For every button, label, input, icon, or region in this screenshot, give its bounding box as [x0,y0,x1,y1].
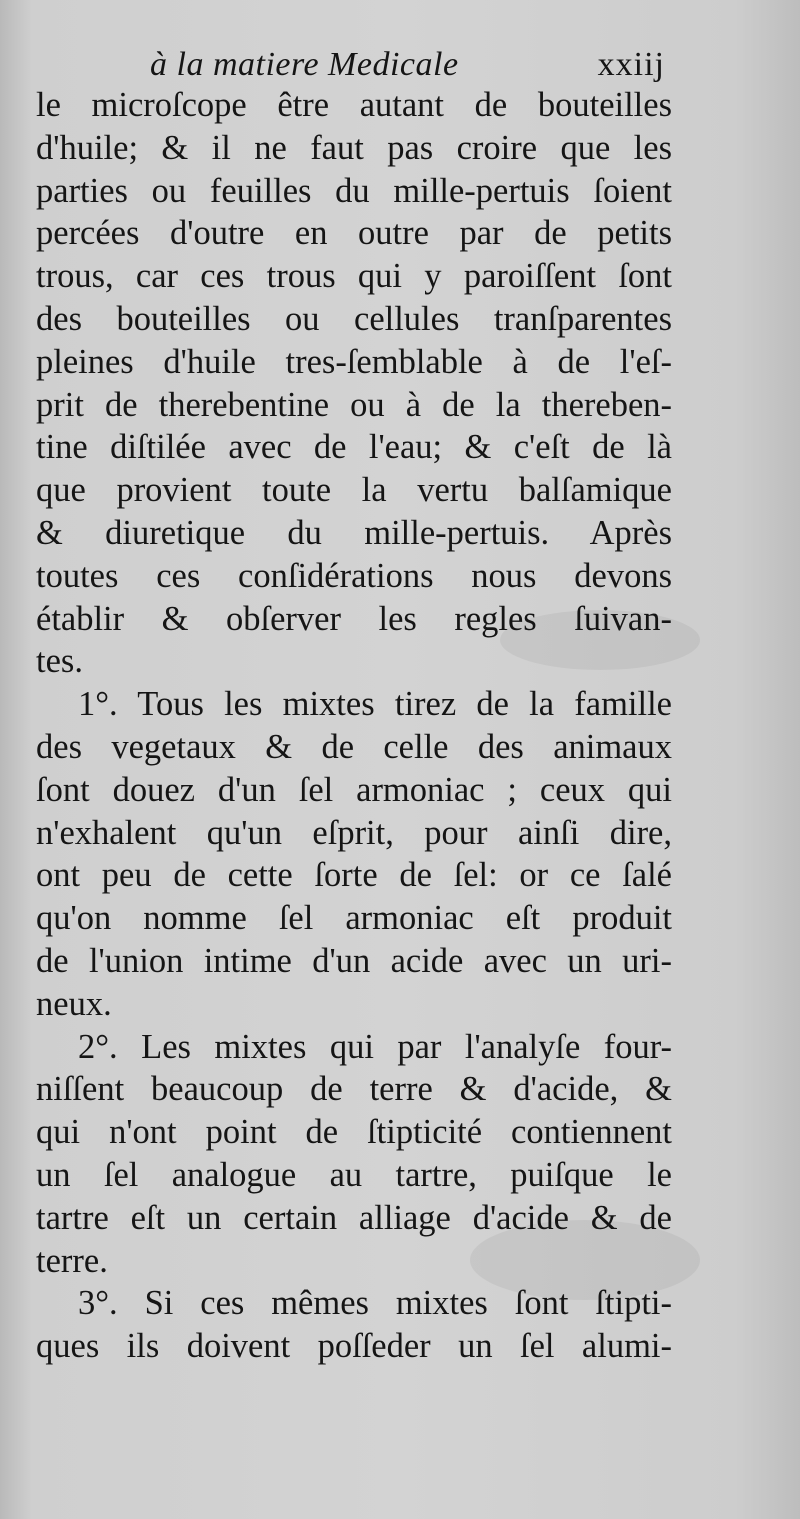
text-line: 1°. Tous les mixtes tirez de la famille [78,685,672,724]
text-line: qu'on nomme ſel armoniac eſt produit [36,899,672,938]
text-line: ont peu de cette ſorte de ſel: or ce ſalé [36,856,672,895]
text-line: & diuretique du mille-pertuis. Après [36,513,672,552]
text-body [36,84,672,1368]
text-line: percées d'outre en outre par de petits [36,214,672,253]
running-title: à la matiere Medicale [150,46,459,83]
text-line: ſont douez d'un ſel armoniac ; ceux qui [36,770,672,809]
text-line: trous, car ces trous qui y paroiſſent ſont [36,257,672,296]
paragraph [36,1026,672,1283]
text-line: niſſent beaucoup de terre & d'acide, & [36,1070,672,1109]
text-line: tine diſtilée avec de l'eau; & c'eſt de là [36,428,672,467]
text-line: 3°. Si ces mêmes mixtes ſont ſtipti- [78,1284,672,1323]
paragraph [36,84,672,683]
text-line: prit de therebentine ou à de la thereben- [36,385,672,424]
text-line: parties ou feuilles du mille-pertuis ſoient [36,171,672,210]
text-line: tartre eſt un certain alliage d'acide & de [36,1198,672,1237]
text-line: neux. [36,984,112,1023]
text-line: toutes ces conſidérations nous devons [36,556,672,595]
text-line: que provient toute la vertu balſamique [36,471,672,510]
text-line: tes. [36,642,83,681]
paragraph [36,683,672,1025]
text-line: des bouteilles ou cellules tranſparentes [36,299,672,338]
page-number: xxiij [597,46,665,83]
text-line: pleines d'huile tres-ſemblable à de l'eſ- [36,342,672,381]
text-line: ques ils doivent poſſeder un ſel alumi- [36,1327,672,1366]
paragraph [36,1282,672,1368]
text-line: d'huile; & il ne faut pas croire que les [36,128,672,167]
text-line: des vegetaux & de celle des animaux [36,727,672,766]
text-line: n'exhalent qu'un eſprit, pour ainſi dire, [36,813,672,852]
text-line: de l'union intime d'un acide avec un uri- [36,941,672,980]
text-line: le microſcope être autant de bouteilles [36,86,672,124]
text-line: établir & obſerver les regles ſuivan- [36,599,672,638]
text-line: 2°. Les mixtes qui par l'analyſe four- [78,1027,672,1066]
text-line: terre. [36,1241,108,1280]
text-line: qui n'ont point de ſtipticité contiennent [36,1113,672,1152]
text-line: un ſel analogue au tartre, puiſque le [36,1155,672,1194]
